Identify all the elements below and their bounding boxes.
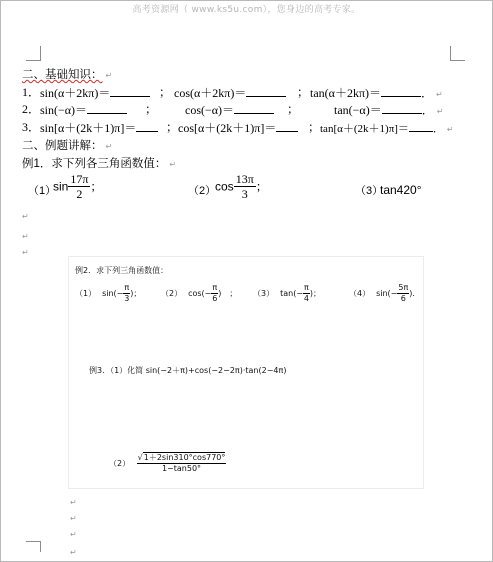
example-3-title: 例3．（1）化简 sin(−2＋π)+cos(−2−2π)·tan(2−4π)	[89, 366, 287, 375]
separator: ；	[297, 85, 310, 99]
example-2-title: 例2．求下列三角函数值：	[75, 266, 169, 275]
example-2-item-2: （2） cos(− $\frac{\pi}{6}$ ) ；	[161, 283, 238, 303]
formula-tan: tan(α＋2kπ)＝ ． ↵	[310, 86, 443, 100]
margin-corner-mark	[26, 541, 41, 552]
example-1-title: 例1．求下列各三角函数值： ↵	[22, 158, 177, 170]
row-number: 3．	[22, 120, 41, 134]
formula-cos: cos(−α)＝	[185, 101, 274, 118]
paragraph-mark: ↵	[70, 548, 77, 557]
row-number: 1．	[22, 85, 41, 99]
section-title: 二、基础知识：	[22, 69, 103, 81]
example-1-item-3: tan420°	[380, 183, 422, 197]
separator: ；	[159, 85, 172, 99]
formula-cos: cos(α＋2kπ)＝	[174, 84, 286, 101]
formula-sin: sin(−α)＝	[40, 101, 127, 118]
separator: ；	[308, 120, 321, 134]
separator: ；	[166, 120, 179, 134]
paragraph-mark: ↵	[105, 142, 113, 151]
paragraph-mark: ↵	[22, 212, 29, 221]
watermark-header: 高考资源网（ www.ks5u.com），您身边的高考专家。	[132, 5, 361, 15]
example-2-item-1: （1） sin(− $\frac{\pi}{3}$ )；	[75, 283, 142, 303]
section-title: 二、例题讲解：	[22, 140, 103, 152]
item-label: （2）	[188, 185, 217, 197]
paragraph-mark: ↵	[70, 514, 77, 523]
example-1-items	[22, 172, 479, 208]
paragraph-mark: ↵	[70, 498, 77, 507]
separator: ；	[287, 102, 300, 116]
example-1-item-1: sin $\frac{17\pi}{2}$ ；	[53, 172, 103, 201]
separator: ；	[145, 102, 158, 116]
item-label: （3）	[355, 185, 384, 197]
embedded-problem-image	[69, 257, 423, 488]
formula-sin: sin(α＋2kπ)＝	[40, 84, 150, 101]
example-3-item-2: （2） $\frac{√1+2\sin 310^\circ\cos 770^\circ}{1-\tan 50^\circ}$	[109, 453, 226, 473]
section-heading-basics	[22, 67, 479, 84]
item-label: （1）	[28, 185, 57, 197]
formula-tan: tan[α＋(2k＋1)π]＝ ． ↵	[320, 119, 454, 138]
example-2-item-3: （3） tan(− $\frac{\pi}{4}$ )；	[253, 283, 321, 303]
paragraph-mark: ↵	[105, 71, 113, 80]
formula-tan: tan(−α)＝ ． ↵	[334, 103, 444, 117]
section-heading-examples	[22, 138, 479, 155]
row-number: 2．	[22, 102, 41, 116]
margin-corner-mark	[26, 46, 41, 61]
margin-corner-mark	[450, 46, 465, 61]
formula-cos: cos[α＋(2k＋1)π]＝	[178, 119, 298, 136]
paragraph-mark: ↵	[22, 232, 29, 241]
paragraph-mark: ↵	[70, 530, 77, 539]
formula-sin: sin[α＋(2k＋1)π]＝	[40, 119, 158, 136]
paragraph-mark: ↵	[22, 248, 29, 257]
example-2-item-4: （4） sin(− $\frac{5\pi}{6}$ ).	[349, 283, 415, 303]
example-1-item-2: cos $\frac{13\pi}{3}$ ；	[215, 172, 268, 201]
